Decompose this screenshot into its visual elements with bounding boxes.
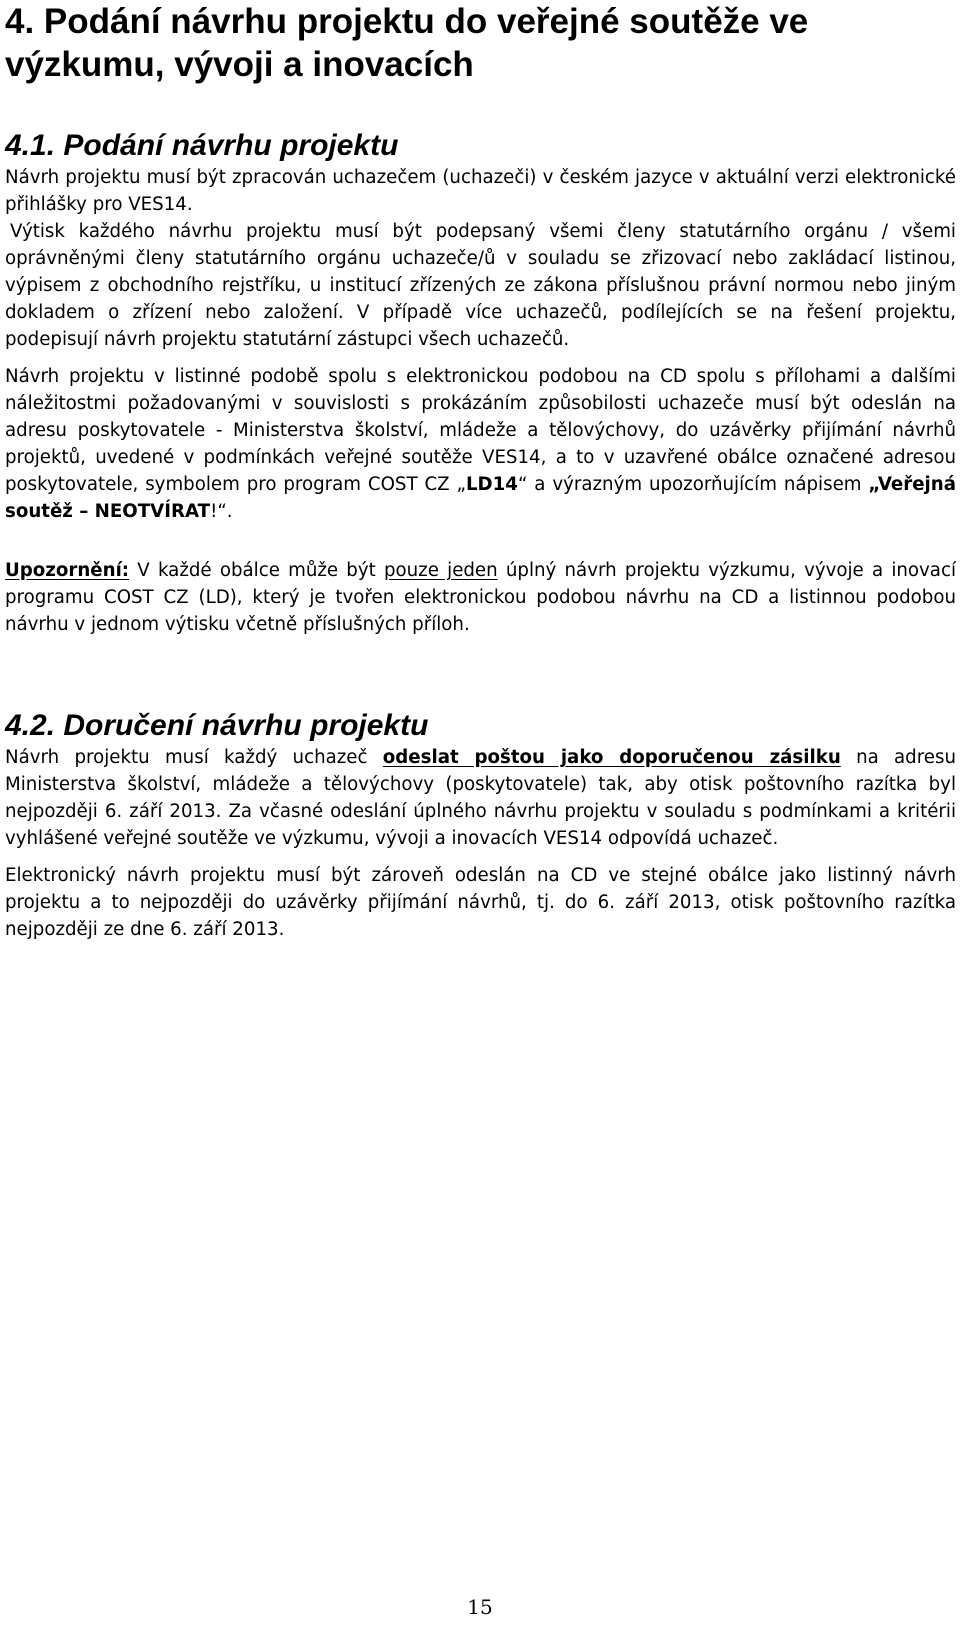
notice-label: Upozornění: [5, 560, 130, 581]
do-not-open-warning: „Veřejná soutěž – NEOTVÍRAT [5, 474, 957, 522]
section-4-heading: 4. Podání návrhu projektu do veřejné soutěže ve výzkumu, vývoji a inovacích [5, 2, 809, 84]
paragraph-electronic-submission: Elektronický návrh projektu musí být zároveň odeslán na CD ve stejné obálce jako listinný návrh projektu a to nejpozději do uzávěrky přijímání návrhů, tj. do 6. září 2013, otisk poštovního razítka nejpozději ze dne 6. září 2013. [5, 865, 956, 940]
paragraph-submission-address [5, 363, 956, 525]
delivery-text-before: Návrh projektu musí každý uchazeč [5, 747, 383, 768]
program-code: LD14 [465, 474, 518, 495]
paragraph-notice [5, 557, 956, 638]
paragraph-language-requirement: Návrh projektu musí být zpracován uchazečem (uchazeči) v českém jazyce v aktuální verzi elektronické přihlášky pro VES14. [5, 167, 956, 215]
notice-text-after: úplný návrh projektu výzkumu, vývoje a inovací programu COST CZ (LD), který je tvořen elektronickou podobou návrhu na CD a listinnou podobou návrhu v jednom výtisku včetně příslušných příloh. [5, 560, 957, 635]
section-4-2-heading: 4.2. Doručení návrhu projektu [5, 709, 429, 742]
section-4-1-heading: 4.1. Podání návrhu projektu [5, 129, 399, 162]
submission-text-before: Návrh projektu v listinné podobě spolu s elektronickou podobou na CD spolu s přílohami a dalšími náležitostmi požadovanými v souvislosti s prokázáním způsobilosti uchazeče musí být odeslán na adresu poskytovatele - Ministerstva školství, mládeže a tělovýchovy, do uzávěrky přijímání návrhů projektů, uvedené v podmínkách veřejné soutěže VES14, a to v uzavřené obálce označené adresou poskytovatele, symbolem pro program COST CZ „ [5, 366, 956, 495]
delivery-emphasis: odeslat poštou jako doporučenou zásilku [382, 747, 841, 768]
paragraph-signature-requirement: Výtisk každého návrhu projektu musí být podepsaný všemi členy statutárního orgánu / všemi oprávněnými členy statutárního orgánu uchazeče/ů v souladu se zřizovací nebo zakládací listinou, výpisem z obchodního rejstříku, u institucí zřízených ze zákona příslušnou právní normou nebo jiným dokladem o zřízení nebo založení. V případě více uchazečů, podílejících se na řešení projektu, podepisují návrh projektu statutární zástupci všech uchazečů. [5, 221, 956, 350]
submission-text-end: !“. [210, 501, 233, 522]
submission-text-middle: “ a výrazným upozorňujícím nápisem [517, 474, 869, 495]
document-page [5, 0, 956, 943]
paragraph-delivery [5, 744, 956, 852]
page-number: 15 [467, 1595, 493, 1619]
notice-emphasis: pouze jeden [383, 560, 498, 581]
delivery-text-after: na adresu Ministerstva školství, mládeže a tělovýchovy (poskytovatele) tak, aby otisk poštovního razítka byl nejpozději 6. září 2013. Za včasné odeslání úplného návrhu projektu v souladu s podmínkami a kritérii vyhlášené veřejné soutěže ve výzkumu, vývoji a inovacích VES14 odpovídá uchazeč. [5, 747, 957, 849]
notice-text-before: V každé obálce může být [129, 560, 384, 581]
